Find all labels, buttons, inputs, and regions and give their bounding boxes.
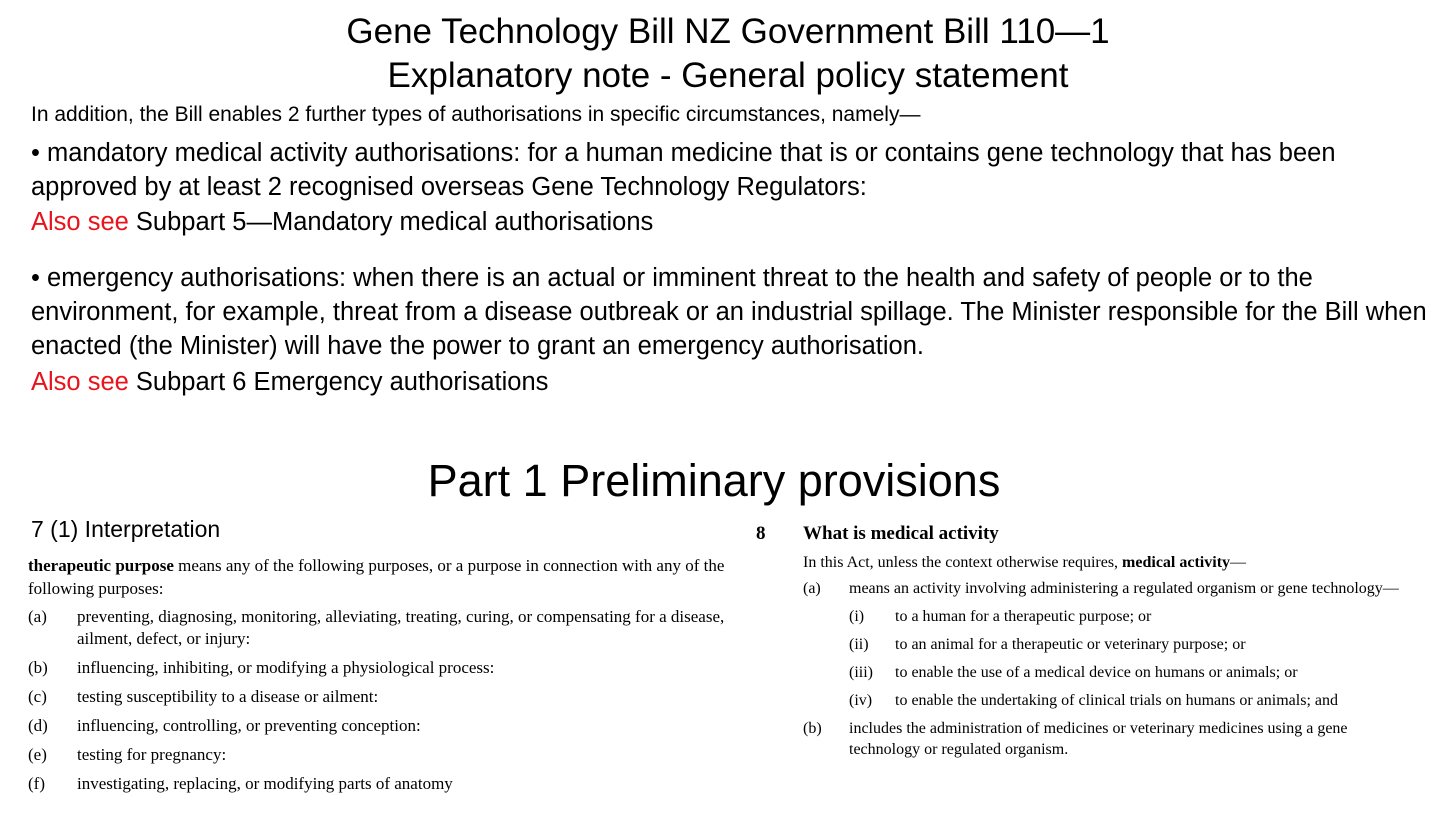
item-label: (b) — [803, 720, 822, 737]
definition-item — [28, 744, 738, 766]
section-number: 8 — [756, 523, 766, 544]
item-label: (b) — [28, 658, 48, 677]
section-8-subitem — [756, 634, 1456, 656]
definition-term: therapeutic purpose — [28, 556, 174, 575]
section-title: What is medical activity — [803, 523, 999, 544]
item-text: investigating, replacing, or modifying parts of anatomy — [77, 774, 453, 793]
also-see-label: Also see — [31, 208, 129, 236]
definition-therapeutic-purpose — [28, 554, 738, 802]
item-label: (a) — [803, 580, 821, 597]
subitem-label: (iv) — [849, 692, 873, 709]
definition-item — [28, 715, 738, 737]
also-see-text: Subpart 5—Mandatory medical authorisations — [128, 208, 654, 236]
intro-text: In addition, the Bill enables 2 further types of authorisations in specific circumstances, namely— — [31, 103, 921, 126]
definition-item — [28, 773, 738, 795]
item-text: testing for pregnancy: — [77, 745, 227, 764]
section-8-lead — [756, 552, 1456, 574]
lead-dash: — — [1230, 554, 1247, 571]
lead-text: In this Act, unless the context otherwise requires, — [803, 554, 1123, 571]
section-8-item-a — [756, 578, 1456, 600]
lead-term: medical activity — [1122, 554, 1231, 571]
also-see-text: Subpart 6 Emergency authorisations — [128, 368, 549, 396]
item-label: (e) — [28, 745, 47, 764]
definition-item — [28, 686, 738, 708]
section-8-medical-activity — [756, 520, 1456, 766]
also-see-subpart-5 — [31, 205, 653, 239]
subitem-text: to enable the use of a medical device on humans or animals; or — [895, 664, 1298, 681]
section-8-subitem — [756, 662, 1456, 684]
definition-text: means any of the following purposes, or a purpose in connection with any of the following purposes: — [28, 556, 725, 598]
interpretation-heading: 7 (1) Interpretation — [31, 516, 221, 542]
item-label: (c) — [28, 687, 47, 706]
item-label: (d) — [28, 716, 48, 735]
bullet-mandatory-medical: • mandatory medical activity authorisations: for a human medicine that is or contains gene technology that has been approved by at least 2 recognised overseas Gene Technology Regulators: — [31, 139, 1336, 201]
item-text: influencing, inhibiting, or modifying a physiological process: — [77, 658, 495, 677]
bullet-emergency: • emergency authorisations: when there is an actual or imminent threat to the health and safety of people or to the environment, for example, threat from a disease outbreak or an industrial spillage. The Minister responsible for the Bill when enacted (the Minister) will have the power to grant an emergency authorisation. — [31, 264, 1427, 360]
also-see-label: Also see — [31, 368, 129, 396]
subitem-text: to enable the undertaking of clinical trials on humans or animals; and — [895, 692, 1338, 709]
title-line-2: Explanatory note - General policy statement — [387, 56, 1069, 95]
subitem-label: (iii) — [849, 664, 873, 681]
subitem-text: to a human for a therapeutic purpose; or — [895, 608, 1152, 625]
item-text: testing susceptibility to a disease or ailment: — [77, 687, 379, 706]
title-line-1: Gene Technology Bill NZ Government Bill 110—1 — [346, 12, 1110, 51]
also-see-subpart-6 — [31, 365, 548, 399]
item-text: means an activity involving administering a regulated organism or gene technology— — [849, 580, 1399, 597]
item-label: (f) — [28, 774, 45, 793]
section-8-subitem — [756, 690, 1456, 712]
item-text: influencing, controlling, or preventing conception: — [77, 716, 421, 735]
subitem-text: to an animal for a therapeutic or veterinary purpose; or — [895, 636, 1246, 653]
definition-item — [28, 606, 738, 650]
section-8-item-b — [756, 718, 1456, 760]
item-text: includes the administration of medicines or veterinary medicines using a gene technology or regulated organism. — [849, 720, 1348, 758]
section-8-subitem — [756, 606, 1456, 628]
item-text: preventing, diagnosing, monitoring, alleviating, treating, curing, or compensating for a disease, ailment, defect, or injury: — [77, 607, 725, 648]
definition-item — [28, 657, 738, 679]
definition-lead — [28, 554, 738, 600]
item-label: (a) — [28, 607, 47, 626]
subitem-label: (i) — [849, 608, 865, 625]
section-8-heading — [756, 520, 1456, 548]
part-heading: Part 1 Preliminary provisions — [427, 455, 1001, 506]
subitem-label: (ii) — [849, 636, 869, 653]
